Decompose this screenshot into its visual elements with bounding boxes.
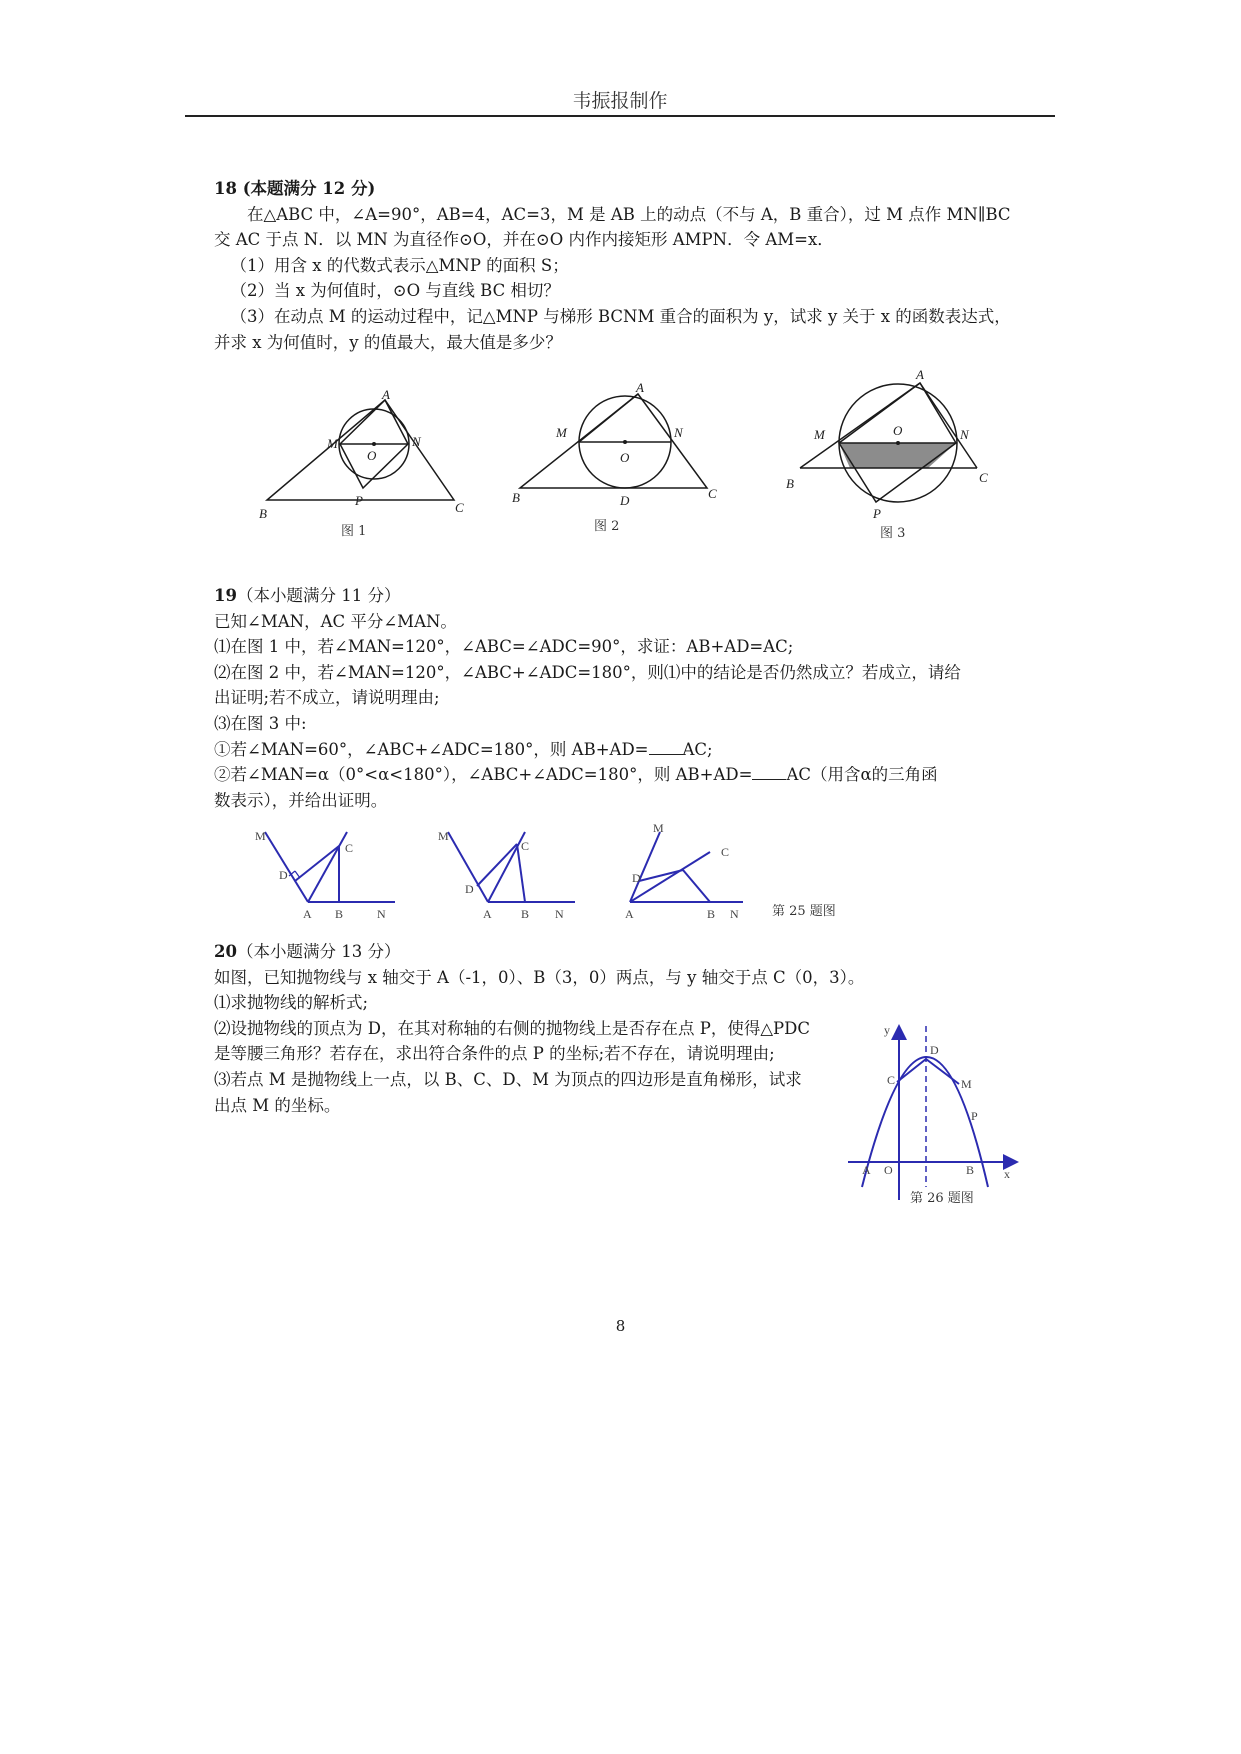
- answer-blank-2[interactable]: [752, 765, 786, 780]
- q19-part3a-text: ①若∠MAN=60°，∠ABC+∠ADC=180°，则 AB+AD=: [214, 739, 649, 759]
- fig3-label-p: P: [873, 506, 881, 521]
- question-20: [214, 939, 865, 1118]
- fig19-2-label-c: C: [521, 839, 530, 853]
- q19-part1: ⑴在图 1 中，若∠MAN=120°，∠ABC=∠ADC=90°，求证：AB+AD=AC;: [214, 637, 794, 657]
- fig1-label-a: A: [382, 387, 390, 402]
- q19-part3a: [214, 737, 1014, 763]
- fig2-label-o: O: [620, 450, 630, 465]
- fig1-label-m: M: [327, 436, 338, 451]
- fig2-label-a: A: [636, 380, 644, 395]
- q19-part2-line2: 出证明;若不成立，请说明理由;: [214, 688, 440, 708]
- q18-figure-2: [510, 380, 735, 540]
- q20-part3-line2: 出点 M 的坐标。: [214, 1095, 341, 1115]
- segment-cd: [897, 1059, 926, 1082]
- fig19-1-label-a: A: [303, 907, 312, 921]
- q20-title-rest: （本小题满分 13 分）: [236, 942, 401, 961]
- fig20-label-c: C: [887, 1073, 896, 1087]
- fig20-label-o: O: [884, 1163, 893, 1177]
- q20-part2-line2: 是等腰三角形？若存在，求出符合条件的点 P 的坐标;若不存在，请说明理由;: [214, 1044, 775, 1064]
- fig19-2-label-n: N: [555, 907, 564, 921]
- fig3-label-a: A: [916, 367, 924, 382]
- fig19-3-label-n: N: [730, 907, 739, 921]
- fig2-label-b: B: [512, 490, 520, 505]
- fig1-label-n: N: [412, 434, 421, 449]
- answer-blank-1[interactable]: [649, 740, 683, 755]
- segment-ma: [579, 394, 638, 442]
- fig2-label-m: M: [556, 425, 567, 440]
- fig3-label-n: N: [960, 427, 969, 442]
- fig1-label-o: O: [367, 448, 377, 463]
- fig19-1-label-d: D: [279, 868, 288, 882]
- q19-part2-line1: ⑵在图 2 中，若∠MAN=120°，∠ABC+∠ADC=180°，则⑴中的结论是否仍然成立？若成立，请给: [214, 662, 961, 682]
- page-header: 韦振报制作: [572, 90, 668, 112]
- fig20-label-x: x: [1004, 1167, 1010, 1181]
- fig3-label-m: M: [814, 427, 825, 442]
- q20-part2-line1: ⑵设抛物线的顶点为 D，在其对称轴的右侧的抛物线上是否存在点 P，使得△PDC: [214, 1018, 810, 1038]
- fig1-label-c: C: [455, 500, 464, 515]
- q19-title-number: 19: [214, 586, 237, 605]
- fig2-label-n: N: [674, 425, 683, 440]
- fig1-label-b: B: [259, 506, 267, 521]
- fig20-label-b: B: [966, 1163, 975, 1177]
- question-18: [214, 176, 1014, 355]
- fig19-3-label-m: M: [653, 821, 664, 835]
- q20-title: [214, 939, 834, 965]
- fig3-caption: 图 3: [880, 526, 906, 541]
- q20-stem: 如图，已知抛物线与 x 轴交于 A（-1，0）、B（3，0）两点，与 y 轴交于点 C（0，3）。: [214, 967, 865, 987]
- fig20-label-p: P: [971, 1109, 978, 1123]
- fig19-1-label-n: N: [377, 907, 386, 921]
- fig2-label-d: D: [620, 493, 630, 508]
- q18-part3-line1: （3）在动点 M 的运动过程中，记△MNP 与梯形 BCNM 重合的面积为 y，试求 y 关于 x 的函数表达式，: [230, 306, 1011, 326]
- fig20-label-y: y: [884, 1023, 890, 1037]
- page-number: 8: [615, 1317, 626, 1335]
- q18-part1: （1）用含 x 的代数式表示△MNP 的面积 S；: [230, 255, 569, 275]
- fig19-2-label-m: M: [438, 829, 449, 843]
- fig3-label-c: C: [979, 470, 988, 485]
- q18-title: 18 (本题满分 12 分): [214, 179, 376, 198]
- q19-part3b-line2: 数表示），并给出证明。: [214, 790, 388, 810]
- fig19-3-label-c: C: [721, 845, 730, 859]
- fig1-caption: 图 1: [341, 524, 367, 539]
- fig3-label-b: B: [786, 476, 794, 491]
- triangle-abc: [520, 394, 707, 488]
- q19-part3: ⑶在图 3 中:: [214, 713, 307, 733]
- q20-figure-parabola: [840, 1022, 1020, 1212]
- fig2-label-c: C: [708, 486, 717, 501]
- fig2-caption: 图 2: [594, 519, 620, 534]
- fig1-label-p: P: [355, 493, 363, 508]
- fig3-label-o: O: [893, 423, 903, 438]
- q19-part3b: [214, 762, 1014, 788]
- q19-part3b-tail: AC（用含α的三角函: [786, 765, 938, 785]
- q20-title-number: 20: [214, 942, 237, 961]
- fig20-caption: 第 26 题图: [910, 1191, 974, 1206]
- q20-part3-line1: ⑶若点 M 是抛物线上一点，以 B、C、D、M 为顶点的四边形是直角梯形，试求: [214, 1069, 802, 1089]
- q19-part3a-tail: AC;: [682, 739, 713, 759]
- fig19-1-label-c: C: [345, 841, 354, 855]
- fig19-caption: 第 25 题图: [772, 904, 836, 919]
- q18-part3-line2: 并求 x 为何值时，y 的值最大，最大值是多少？: [214, 332, 562, 352]
- q19-figures: [255, 821, 855, 921]
- q19-title-rest: （本小题满分 11 分）: [236, 586, 401, 605]
- fig19-3-label-a: A: [625, 907, 634, 921]
- fig20-label-m: M: [961, 1077, 972, 1091]
- fig19-2-label-b: B: [521, 907, 530, 921]
- fig19-2-label-d: D: [465, 882, 474, 896]
- fig19-2-label-a: A: [483, 907, 492, 921]
- segment-dm: [926, 1059, 959, 1084]
- fig19-1-label-b: B: [335, 907, 344, 921]
- header-rule: [185, 115, 1055, 117]
- q19-part3b-text: ②若∠MAN=α（0°<α<180°），∠ABC+∠ADC=180°，则 AB+AD=: [214, 765, 753, 785]
- question-19: [214, 583, 1014, 813]
- q18-figure-1: [255, 387, 475, 540]
- fig19-3-label-d: D: [632, 871, 641, 885]
- q19-title: [214, 583, 1014, 609]
- q18-part2: （2）当 x 为何值时，⊙O 与直线 BC 相切？: [230, 281, 560, 301]
- q18-figure-3: [780, 365, 1010, 540]
- q19-stem: 已知∠MAN，AC 平分∠MAN。: [214, 611, 457, 631]
- fig19-3-label-b: B: [707, 907, 716, 921]
- triangle-abc: [267, 400, 454, 500]
- q18-stem-line2: 交 AC 于点 N．以 MN 为直径作⊙O，并在⊙O 内作内接矩形 AMPN．令 AM=x．: [214, 230, 834, 250]
- fig20-label-d: D: [930, 1043, 939, 1057]
- q20-part1: ⑴求抛物线的解析式;: [214, 993, 369, 1013]
- fig20-label-a: A: [862, 1163, 871, 1177]
- fig19-1-label-m: M: [255, 829, 266, 843]
- q18-stem-line1: 在△ABC 中，∠A=90°，AB=4，AC=3，M 是 AB 上的动点（不与 A，B 重合），过 M 点作 MN∥BC: [247, 204, 1011, 224]
